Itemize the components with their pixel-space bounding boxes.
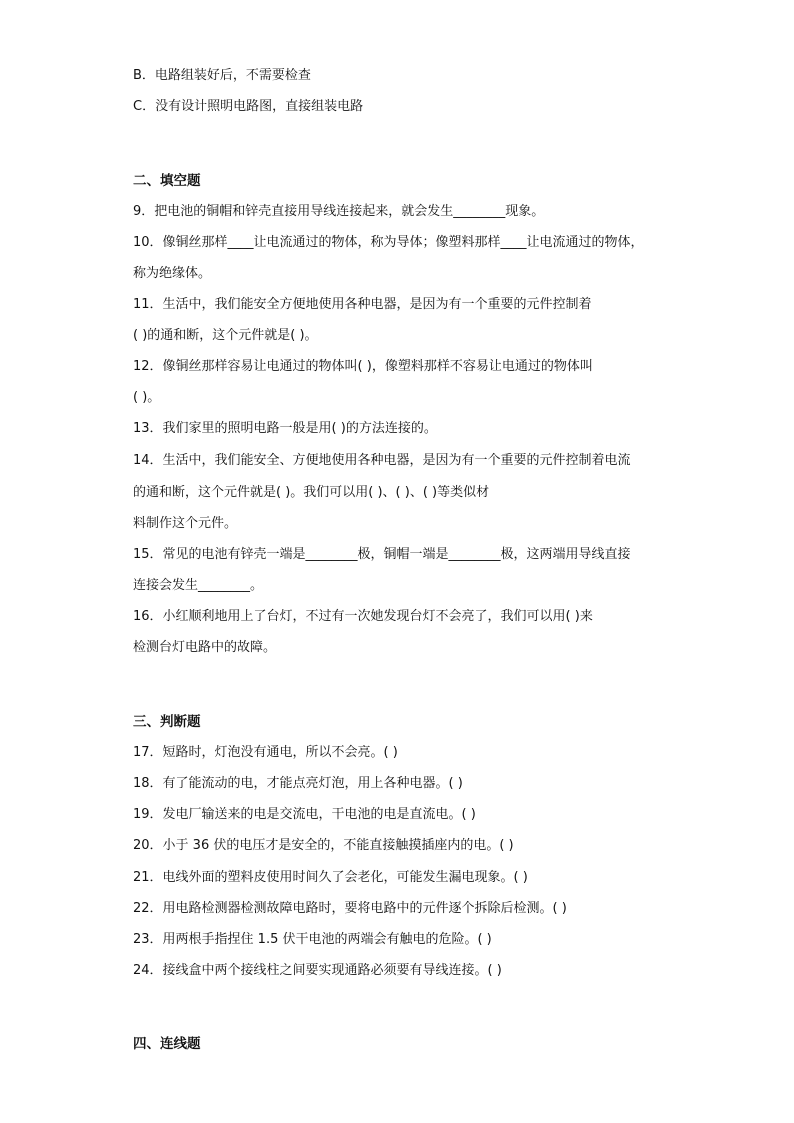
question-12-line-1: 12．像铜丝那样容易让电通过的物体叫( )，像塑料那样不容易让电通过的物体叫 xyxy=(133,359,593,374)
question-11-line-2: ( )的通和断，这个元件就是( )。 xyxy=(133,328,318,343)
question-9: 9．把电池的铜帽和锌壳直接用导线连接起来，就会发生________现象。 xyxy=(133,204,545,219)
question-15-line-2: 连接会发生________。 xyxy=(133,578,264,593)
question-12-line-2: ( )。 xyxy=(133,390,161,405)
question-19: 19．发电厂输送来的电是交流电，干电池的电是直流电。( ) xyxy=(133,807,476,822)
question-17: 17．短路时，灯泡没有通电，所以不会亮。( ) xyxy=(133,745,398,760)
question-16-line-2: 检测台灯电路中的故障。 xyxy=(133,640,277,655)
question-22: 22．用电路检测器检测故障电路时，要将电路中的元件逐个拆除后检测。( ) xyxy=(133,901,567,916)
option-b: B．电路组装好后，不需要检查 xyxy=(133,68,311,83)
question-13: 13．我们家里的照明电路一般是用( )的方法连接的。 xyxy=(133,421,437,436)
question-20: 20．小于 36 伏的电压才是安全的，不能直接触摸插座内的电。( ) xyxy=(133,838,514,853)
question-14-line-2: 的通和断，这个元件就是( )。我们可以用( )、( )、( )等类似材 xyxy=(133,485,490,500)
section-heading-matching: 四、连线题 xyxy=(133,1036,201,1052)
question-18: 18．有了能流动的电，才能点亮灯泡，用上各种电器。( ) xyxy=(133,776,463,791)
question-23: 23．用两根手指捏住 1.5 伏干电池的两端会有触电的危险。( ) xyxy=(133,932,492,947)
section-heading-true-false: 三、判断题 xyxy=(133,714,201,730)
question-11-line-1: 11．生活中，我们能安全方便地使用各种电器，是因为有一个重要的元件控制着 xyxy=(133,297,592,312)
question-10-line-2: 称为绝缘体。 xyxy=(133,266,212,281)
option-c: C．没有设计照明电路图，直接组装电路 xyxy=(133,99,364,114)
question-24: 24．接线盒中两个接线柱之间要实现通路必须要有导线连接。( ) xyxy=(133,963,502,978)
question-10-line-1: 10．像铜丝那样____让电流通过的物体，称为导体；像塑料那样____让电流通过的物体， xyxy=(133,235,644,250)
question-14-line-3: 料制作这个元件。 xyxy=(133,516,238,531)
section-heading-fill-in: 二、填空题 xyxy=(133,173,201,189)
question-21: 21．电线外面的塑料皮使用时间久了会老化，可能发生漏电现象。( ) xyxy=(133,870,528,885)
question-16-line-1: 16．小红顺利地用上了台灯，不过有一次她发现台灯不会亮了，我们可以用( )来 xyxy=(133,609,593,624)
question-14-line-1: 14．生活中，我们能安全、方便地使用各种电器，是因为有一个重要的元件控制着电流 xyxy=(133,453,631,468)
question-15-line-1: 15．常见的电池有锌壳一端是________极，铜帽一端是________极，这两端用导线直接 xyxy=(133,547,631,562)
